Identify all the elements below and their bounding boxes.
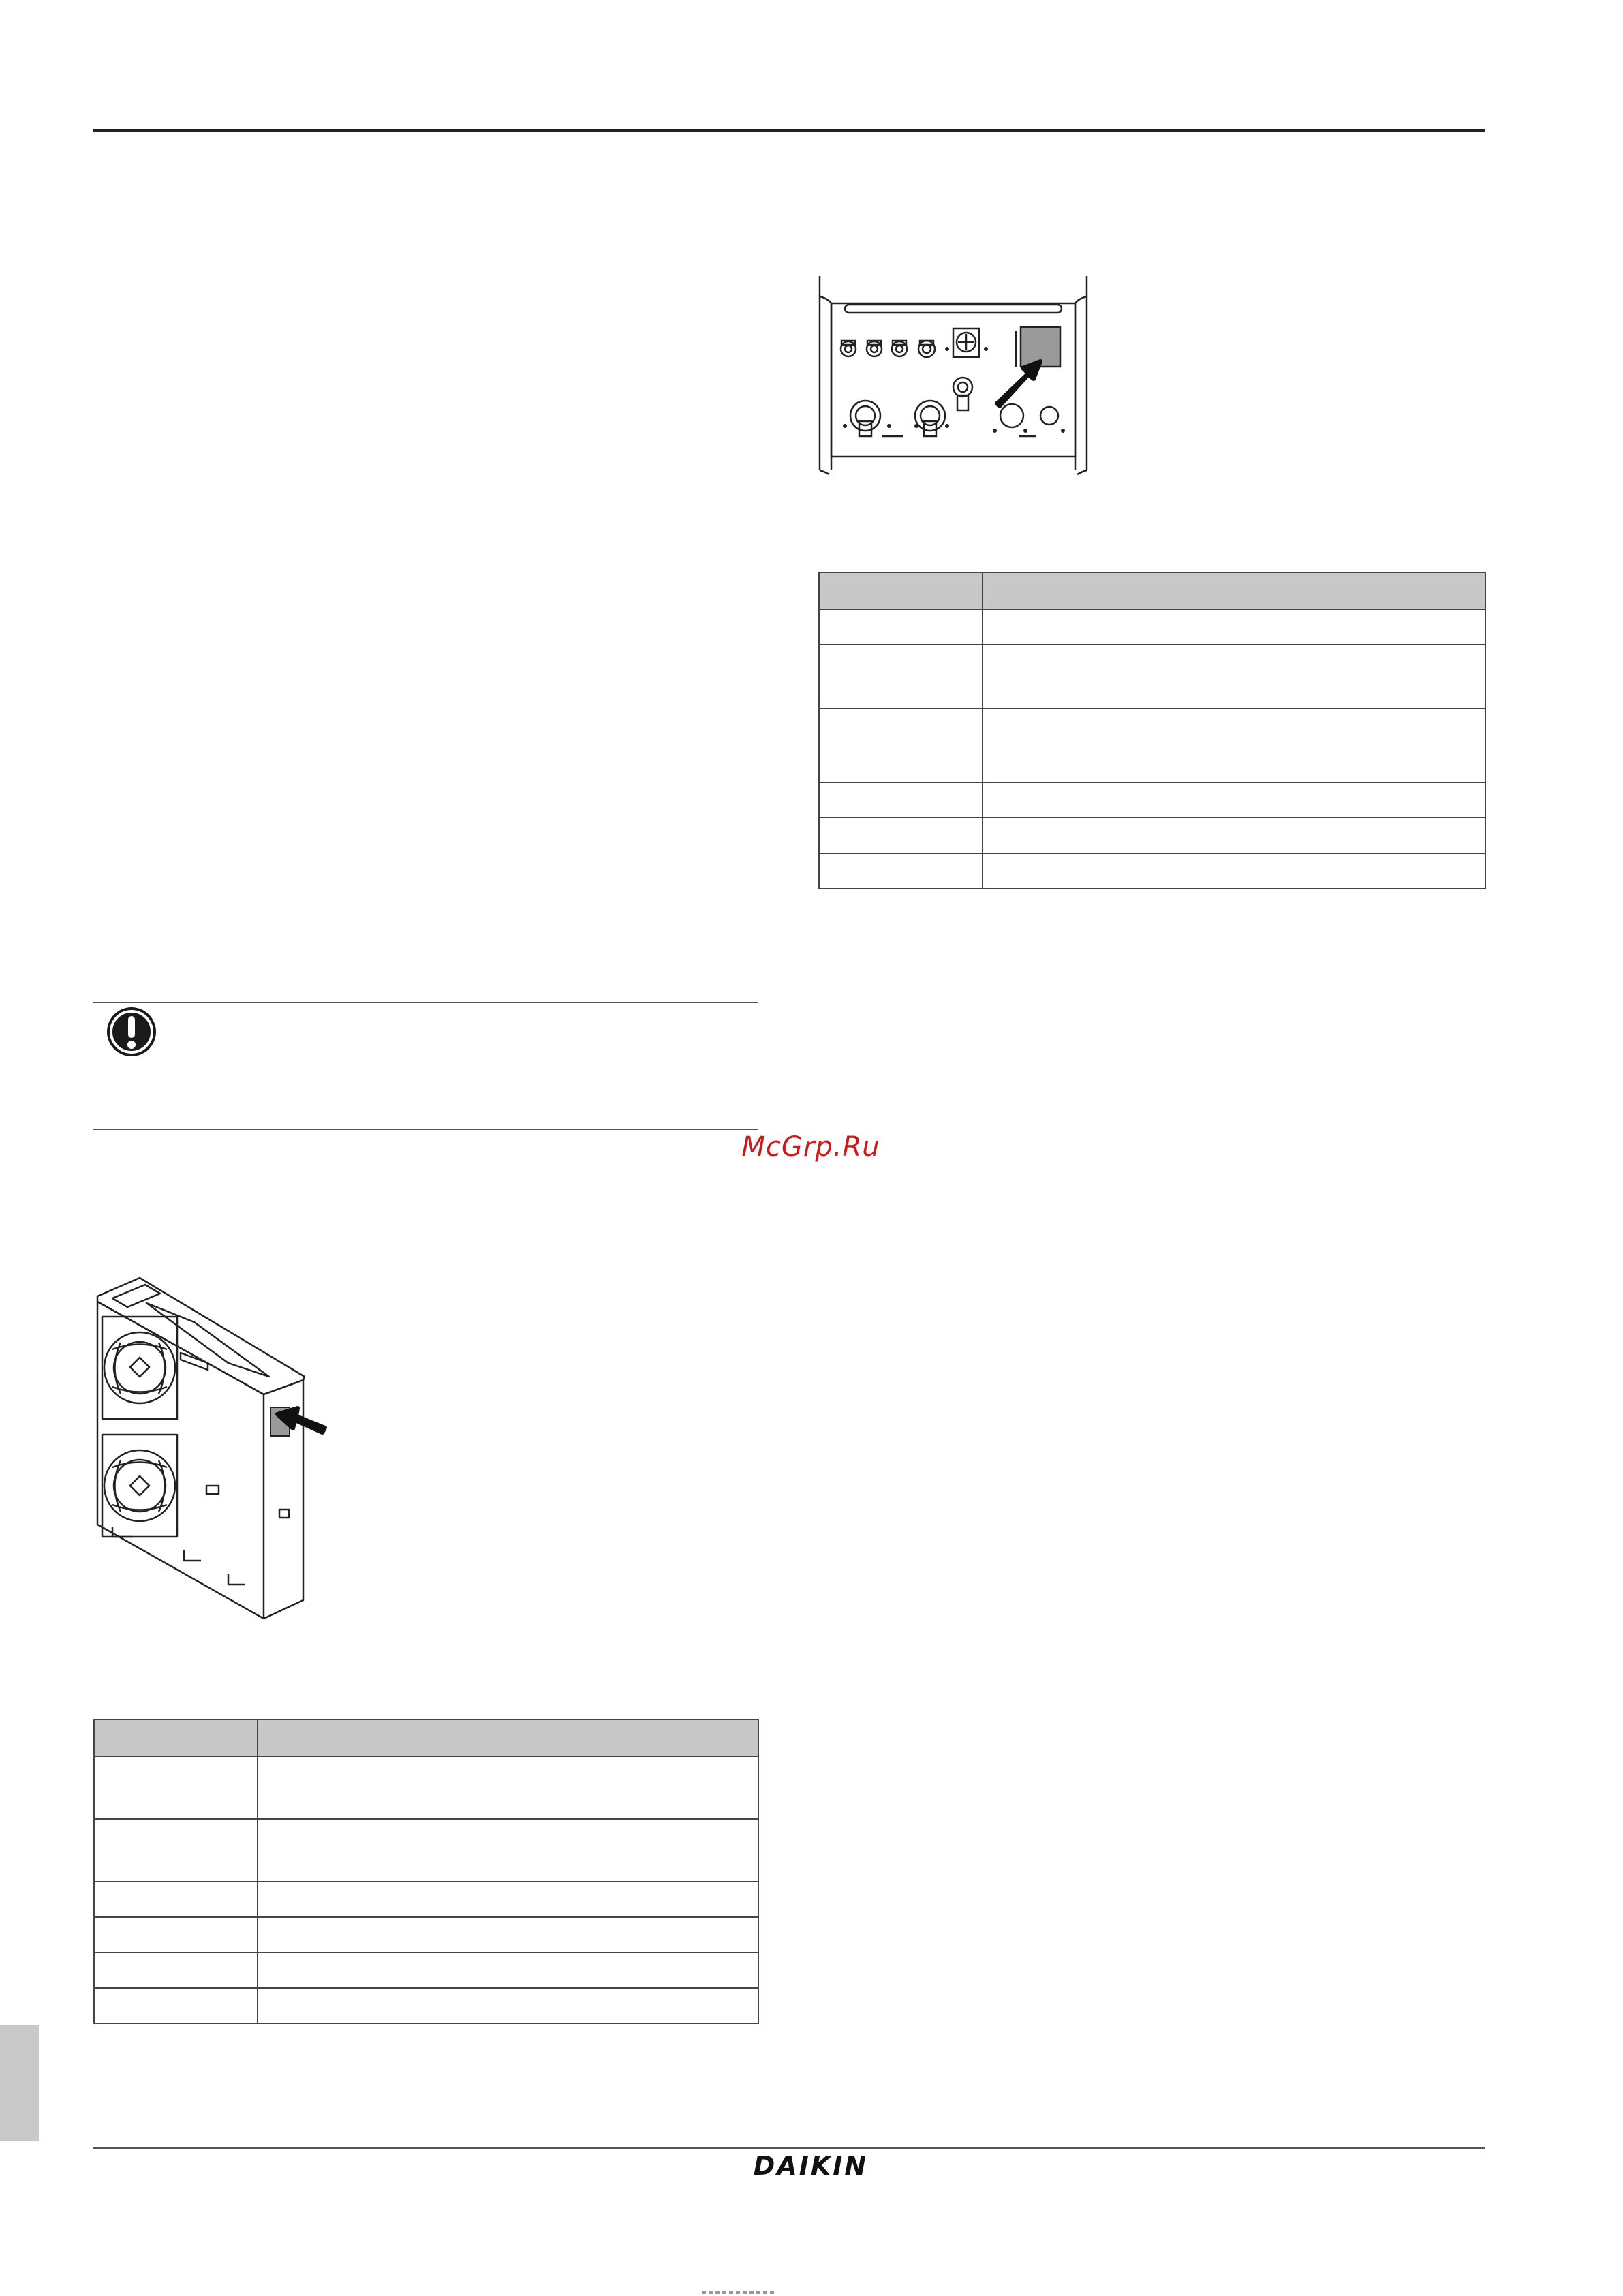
table-header-cell xyxy=(258,1719,758,1756)
daikin-logo: DAIKIN xyxy=(753,2151,869,2181)
table-row xyxy=(819,782,1485,818)
table-row xyxy=(94,1988,758,2023)
table-cell xyxy=(258,1882,758,1917)
table-row xyxy=(94,1882,758,1917)
table-cell xyxy=(94,1988,258,2023)
table-cell xyxy=(94,1819,258,1882)
table-header-cell xyxy=(983,572,1485,609)
table-header-cell xyxy=(94,1719,258,1756)
footer-rule xyxy=(93,2147,1485,2149)
table-cell xyxy=(983,609,1485,645)
hydro-connections-figure xyxy=(814,273,1100,477)
table-row xyxy=(94,1819,758,1882)
table-cell xyxy=(819,782,983,818)
chapter-side-tab xyxy=(0,2025,39,2141)
header-rule xyxy=(93,129,1485,132)
table-cell xyxy=(983,782,1485,818)
table-cell xyxy=(819,709,983,782)
table-header-cell xyxy=(819,572,983,609)
watermark: McGrp.Ru xyxy=(741,1131,880,1163)
table-cell xyxy=(819,818,983,853)
table-cell xyxy=(983,709,1485,782)
table-cell xyxy=(258,1917,758,1953)
table-cell xyxy=(983,853,1485,889)
notice-bottom-rule xyxy=(93,1129,758,1130)
notice-top-rule xyxy=(93,1002,758,1003)
table-cell xyxy=(983,645,1485,709)
table-cell xyxy=(94,1953,258,1988)
table-cell xyxy=(258,1756,758,1819)
table-cell xyxy=(819,609,983,645)
table-row xyxy=(819,609,1485,645)
table-cell xyxy=(94,1917,258,1953)
table-cell xyxy=(258,1819,758,1882)
table-row xyxy=(819,853,1485,889)
table-row xyxy=(819,645,1485,709)
exclamation-circle-icon xyxy=(104,1005,159,1059)
outdoor-unit-figure xyxy=(92,1274,365,1629)
table-row xyxy=(819,818,1485,853)
table-cell xyxy=(94,1882,258,1917)
table-cell xyxy=(258,1953,758,1988)
table-cell xyxy=(819,645,983,709)
outdoor-unit-table xyxy=(93,1719,759,2024)
table-cell xyxy=(258,1988,758,2023)
table-cell xyxy=(819,853,983,889)
table-row xyxy=(94,1917,758,1953)
table-row xyxy=(819,709,1485,782)
table-row xyxy=(94,1756,758,1819)
table-header-row xyxy=(94,1719,758,1756)
table-row xyxy=(94,1953,758,1988)
table-header-row xyxy=(819,572,1485,609)
table-cell xyxy=(94,1756,258,1819)
bottom-marks xyxy=(702,2291,777,2294)
pointer-arrow-icon xyxy=(997,361,1040,406)
table-cell xyxy=(983,818,1485,853)
connections-table xyxy=(818,572,1486,889)
